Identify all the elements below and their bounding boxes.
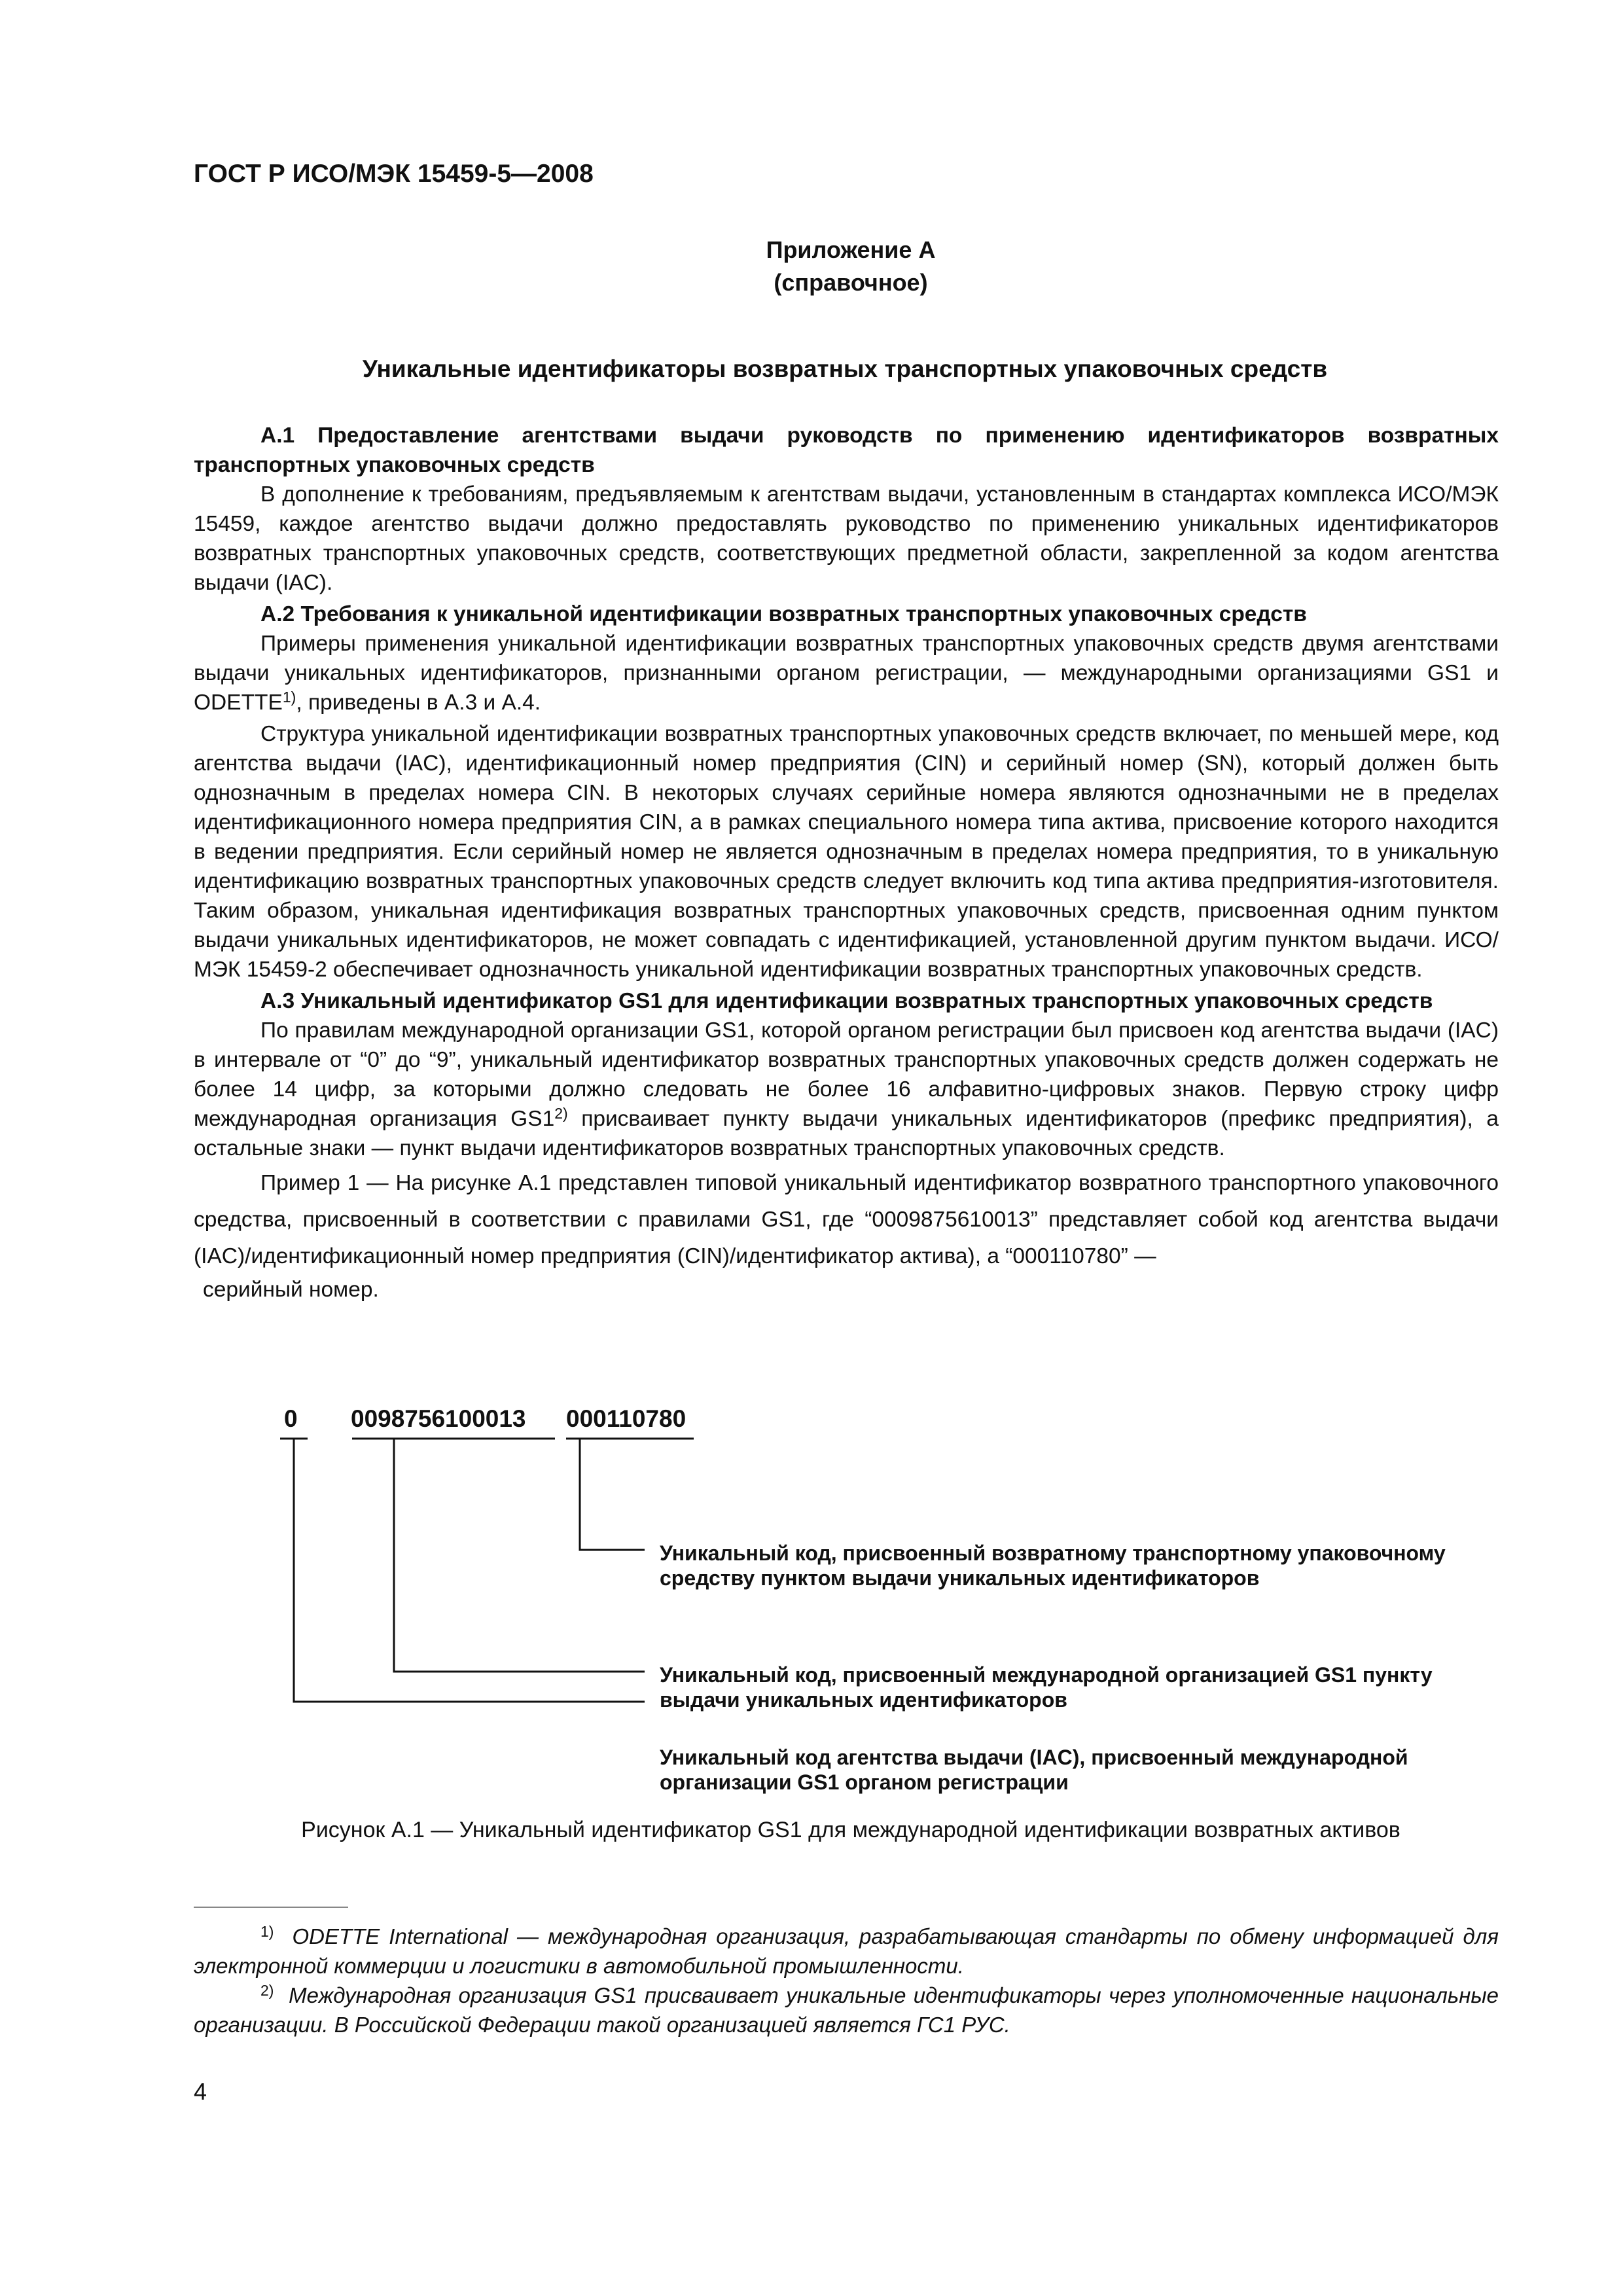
heading-a1: А.1 Предоставление агентствами выдачи руководств по применению идентификаторов возвратных транспортных упаковочных средств <box>194 423 1499 477</box>
figure-caption: Рисунок А.1 — Уникальный идентификатор GS1 для международной идентификации возвратных активов <box>301 1818 1400 1842</box>
paragraph-a2-1-tail: , приведены в А.3 и А.4. <box>296 691 541 715</box>
example-1: Пример 1 — На рисунке А.1 представлен типовой уникальный идентификатор возвратного транспортного упаковочного средства, присвоенный в соответствии с правилами GS1, где “0009875610013” представляет собой код агентства выдачи (IAC)/идентификационный номер предприятия (CIN)/идентификатор актива), а “000110780” — <box>194 1171 1499 1268</box>
figure-code-iac: 0 <box>284 1405 298 1432</box>
footnote-1-text: ODETTE International — международная организация, разрабатывающая стандарты по обмену информацией для электронной коммерции и логистики в автомобильной промышленности. <box>194 1924 1499 1978</box>
example-1-tail: серийный номер. <box>203 1278 379 1302</box>
paragraph-a3-1-tail: присваивает пункту выдачи уникальных идентификаторов (префикс предприятия), а остальные знаки — пункт выдачи идентификаторов возвратных транспортных упаковочных средств. <box>194 1107 1499 1160</box>
figure-label-serial: Уникальный код, присвоенный возвратному транспортному упаковочному средству пунктом выдачи уникальных идентификаторов <box>660 1541 1446 1590</box>
section-title: Уникальные идентификаторы возвратных транспортных упаковочных средств <box>362 355 1328 382</box>
footnote-1 <box>194 1922 1499 1981</box>
figure-code-serial: 000110780 <box>566 1405 687 1432</box>
paragraph-a2-2: Структура уникальной идентификации возвратных транспортных упаковочных средств включает, по меньшей мере, код агентства выдачи (IAC), идентификационный номер предприятия (CIN) и серийный номер (SN), который должен быть однозначным в пределах номера CIN. В некоторых случаях серийные номера являются однозначными не в пределах идентификационного номера предприятия CIN, а в рамках специального номера типа актива, присвоение которого находится в ведении предприятия. Если серийный номер не является однозначным в пределах номера предприятия, то в уникальную идентификацию возвратных транспортных упаковочных средств следует включить код типа актива предприятия-изготовителя. Таким образом, уникальная идентификация возвратных транспортных упаковочных средств, присвоенная одним пунктом выдачи уникальных идентификаторов, не может совпадать с идентификацией, установленной другим пунктом выдачи. ИСО/МЭК 15459-2 обеспечивает однозначность уникальной идентификации возвратных транспортных упаковочных средств. <box>194 722 1499 982</box>
footnote-ref-2[interactable]: 2) <box>554 1105 568 1122</box>
document-body <box>194 421 1499 1304</box>
footnote-divider <box>194 1907 348 1908</box>
document-header: ГОСТ Р ИСО/МЭК 15459-5—2008 <box>194 160 594 188</box>
paragraph-a2-1 <box>194 629 1499 717</box>
footnote-mark-2: 2) <box>260 1982 274 1999</box>
appendix-title: Приложение А <box>766 236 936 263</box>
paragraph-a2-1-text: Примеры применения уникальной идентификации возвратных транспортных упаковочных средств двумя агентствами выдачи уникальных идентификаторов, признанными органом регистрации, — международными организациями GS1 и ODETTE <box>194 632 1499 715</box>
footnote-2-text: Международная организация GS1 присваивает уникальные идентификаторы через уполномоченные национальные организации. В Российской Федерации такой организацией является ГС1 РУС. <box>194 1983 1499 2037</box>
heading-a3: А.3 Уникальный идентификатор GS1 для идентификации возвратных транспортных упаковочных средств <box>260 989 1433 1013</box>
page-number: 4 <box>194 2078 207 2105</box>
footnote-ref-1[interactable]: 1) <box>282 689 296 706</box>
paragraph-a1: В дополнение к требованиям, предъявляемым к агентствам выдачи, установленным в стандартах комплекса ИСО/МЭК 15459, каждое агентство выдачи должно предоставлять руководство по применению уникальных идентификаторов возвратных транспортных упаковочных средств, соответствующих предметной области, закрепленной за кодом агентства выдачи (IAC). <box>194 482 1499 595</box>
figure-label-iac: Уникальный код агентства выдачи (IAC), присвоенный международной организации GS1 органом регистрации <box>660 1746 1408 1794</box>
heading-a2: А.2 Требования к уникальной идентификации возвратных транспортных упаковочных средств <box>260 602 1307 626</box>
footnote-2 <box>194 1981 1499 2039</box>
paragraph-a3-1 <box>194 1016 1499 1163</box>
appendix-type: (справочное) <box>774 269 928 296</box>
figure-code-cin: 0098756100013 <box>351 1405 526 1432</box>
paragraph-a3-1-text: По правилам международной организации GS1, которой органом регистрации был присвоен код агентства выдачи (IAC) в интервале от “0” до “9”, уникальный идентификатор возвратных транспортных упаковочных средств должен содержать не более 14 цифр, за которыми должно следовать не более 16 алфавитно-цифровых знаков. Первую строку цифр международная организация GS1 <box>194 1018 1499 1131</box>
footnotes <box>194 1922 1499 2039</box>
figure-label-cin: Уникальный код, присвоенный международной организацией GS1 пункту выдачи уникальных идентификаторов <box>660 1663 1433 1712</box>
figure-a1 <box>0 1393 1623 1844</box>
footnote-mark-1: 1) <box>260 1923 274 1940</box>
